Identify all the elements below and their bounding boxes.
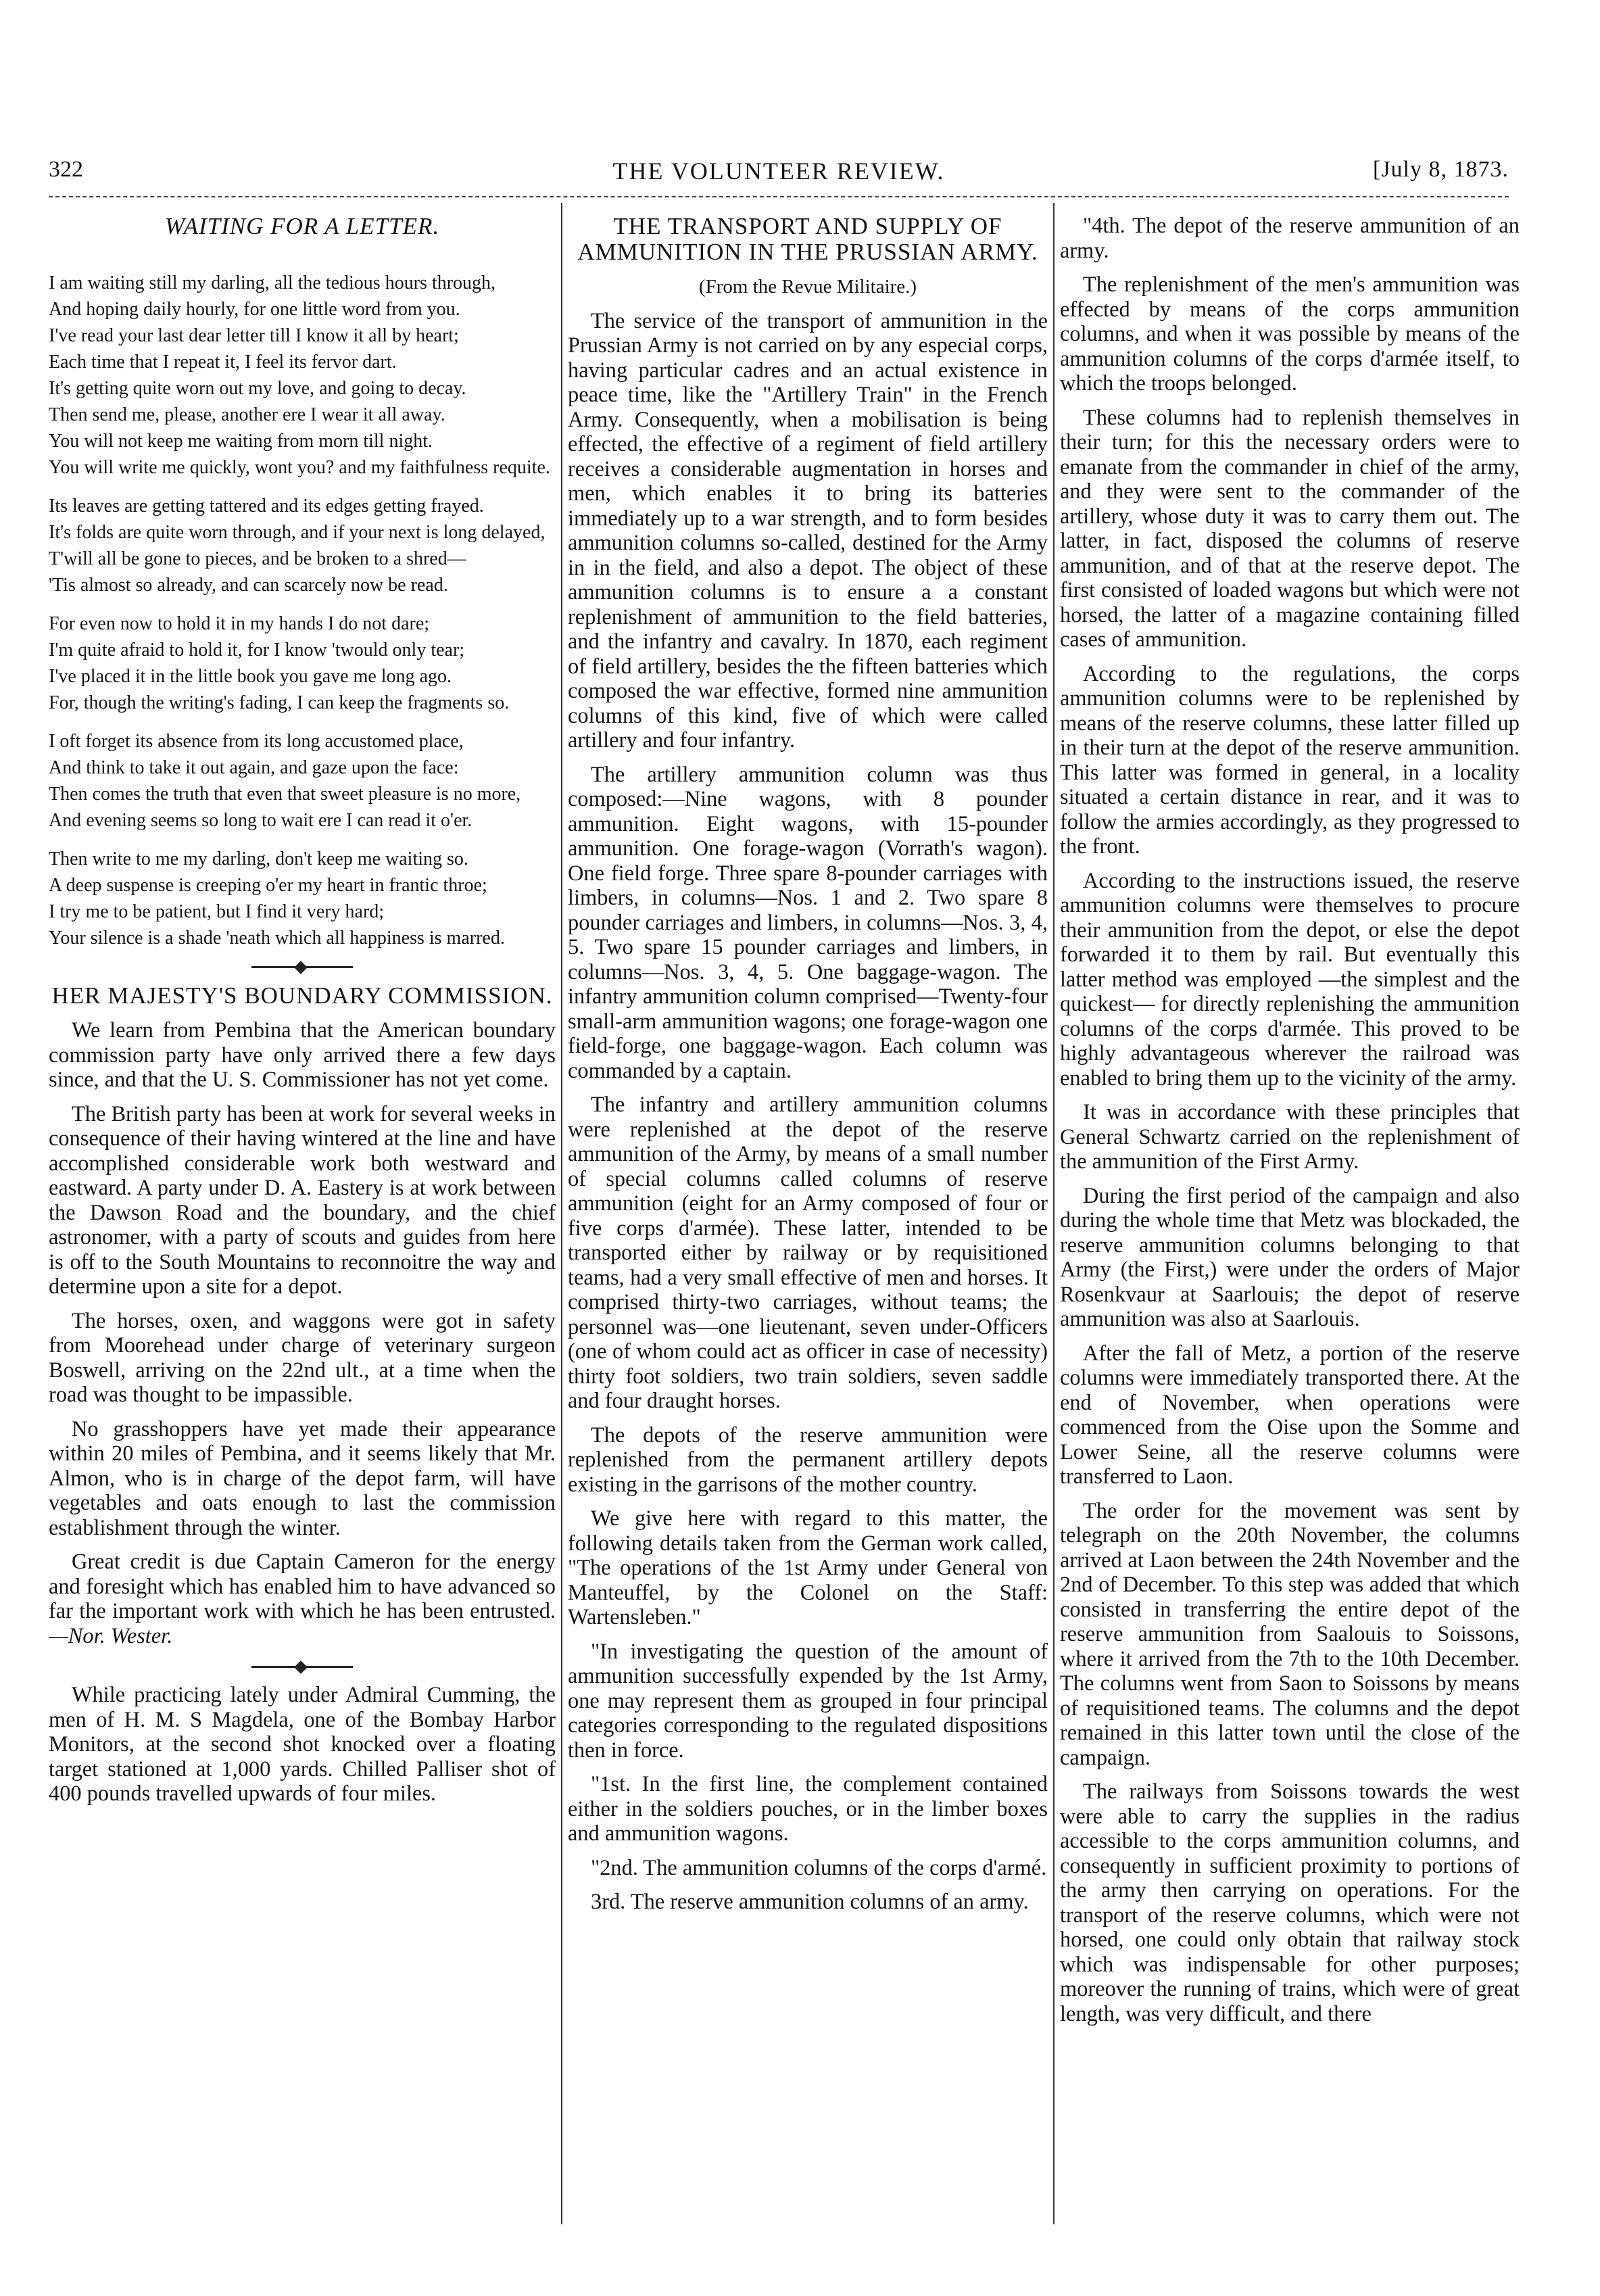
stanza-break bbox=[49, 484, 556, 496]
poem-line: T'will all be gone to pieces, and be broken to a shred— bbox=[49, 548, 466, 569]
paragraph: While practicing lately under Admiral Cumming, the men of H. M. S Magdela, one of the Bombay Harbor Monitors, at the second shot knocked over a floating target stationed at 1,000 yards. Chilled Palliser shot of 400 pounds travelled upwards of four miles. bbox=[49, 1683, 556, 1806]
poem-title: WAITING FOR A LETTER. bbox=[164, 214, 440, 239]
paragraph: The depots of the reserve ammunition were replenished from the permanent artillery depots existing in the garrisons of the mother country. bbox=[568, 1422, 1048, 1497]
article-body bbox=[49, 1018, 556, 1648]
poem-line: Its leaves are getting tattered and its edges getting frayed. bbox=[49, 496, 484, 517]
poem-line: I am waiting still my darling, all the tedious hours through, bbox=[49, 272, 496, 293]
masthead bbox=[49, 157, 1509, 188]
article-source: (From the Revue Militaire.) bbox=[698, 276, 917, 297]
poem-line: You will write me quickly, wont you? and my faithfulness requite. bbox=[49, 457, 550, 478]
paragraph: The artillery ammunition column was thus composed:—Nine wagons, with 8 pounder ammunition. Eight wagons, with 15-pounder ammunition. One forage-wagon (Vorrath's wagon). One field forge. Three spare 8-pounder carriages with limbers, in columns—Nos. 1 and 2. Two spare 8 pounder carriages and limbers, in columns—Nos. 3, 4, 5. Two spare 15 pounder carriages and limbers, in columns—Nos. 3, 4, 5. One baggage-wagon. The infantry ammunition column comprised—Twenty-four small-arm ammunition wagons; one forage-wagon one field-forge, one baggage-wagon. Each column was commanded by a captain. bbox=[568, 762, 1048, 1083]
poem bbox=[49, 273, 556, 949]
paragraph-text: Great credit is due Captain Cameron for the energy and foresight which has enabled him to have advanced so far the important work with which he has been entrusted. bbox=[49, 1550, 556, 1623]
poem-line: Then send me, please, another ere I wear it all away. bbox=[49, 404, 445, 425]
source-signature: —Nor. Wester. bbox=[49, 1623, 173, 1648]
paragraph: The infantry and artillery ammunition columns were replenished at the depot of the reserve ammunition of the Army, by means of a small number of special columns called columns of reserve ammunition (eight for an Army composed of four or five corps d'armée). These latter, intended to be transported either by railway or by requisitioned teams, had a very small effective of men and horses. It comprised thirty-two carriages, without teams; the personnel was—one lieutenant, seven under-Officers (one of whom could act as officer in case of necessity) thirty foot soldiers, two train soldiers, seven saddle and four draught horses. bbox=[568, 1093, 1048, 1413]
paragraph: 3rd. The reserve ammunition columns of an army. bbox=[591, 1890, 1029, 1914]
paragraph: The railways from Soissons towards the west were able to carry the supplies in the radius accessible to the corps ammunition columns, and consequently in sufficient proximity to portions of the army then carrying on operations. For the transport of the reserve columns, which were not horsed, one could only obtain that railway stock which was indispensable for other purposes; moreover the running of trains, which were of great length, was very difficult, and there bbox=[1060, 1779, 1520, 2026]
poem-line: And evening seems so long to wait ere I can read it o'er. bbox=[49, 810, 472, 831]
paragraph: According to the regulations, the corps ammunition columns were to be replenished by means of the reserve columns, these latter filled up in their turn at the depot of the reserve ammunition. This latter was formed in general, in a locality situated a certain distance in rear, and it was to follow the armies accordingly, as they progressed to the front. bbox=[1060, 661, 1520, 859]
column-divider bbox=[561, 203, 562, 2224]
stanza-break bbox=[49, 837, 556, 849]
poem-line: Each time that I repeat it, I feel its fervor dart. bbox=[49, 352, 397, 373]
issue-date: [July 8, 1873. bbox=[1373, 157, 1509, 182]
stanza-break bbox=[49, 602, 556, 614]
paragraph: "1st. In the first line, the complement contained either in the soldiers pouches, or in the limber boxes and ammunition wagons. bbox=[568, 1772, 1048, 1846]
paragraph: The British party has been at work for several weeks in consequence of their having wintered at the line and have accomplished considerable work both westward and eastward. A party under D. A. Eastery is at work between the Dawson Road and the boundary, and the chief astronomer, with a party of scouts and guides from here is off to the South Mountains to reconnoitre the way and determine upon a site for a depot. bbox=[49, 1101, 556, 1299]
paragraph: The replenishment of the men's ammunition was effected by means of the corps ammunition columns, and when it was possible by means of the ammunition columns of the corps d'armée itself, to which the troops belonged. bbox=[1060, 272, 1520, 396]
paragraph: We give here with regard to this matter, the following details taken from the German work called, "The operations of the 1st Army under General von Manteuffel, by the Colonel on the Staff: Wartensleben." bbox=[568, 1506, 1048, 1629]
paragraph: The horses, oxen, and waggons were got in safety from Moorehead under charge of veterinary surgeon Boswell, arriving on the 22nd ult., at a time when the road was thought to be impassible. bbox=[49, 1308, 556, 1407]
poem-line: I'm quite afraid to hold it, for I know 'twould only tear; bbox=[49, 640, 465, 661]
poem-line: A deep suspense is creeping o'er my heart in frantic throe; bbox=[49, 875, 487, 896]
paragraph: According to the instructions issued, the reserve ammunition columns were themselves to procure their ammunition from the depot, or else the depot forwarded it to them by rail. But eventually this latter method was employed —the simplest and the quickest— for directly replenishing the ammunition columns of the corps d'armée. This proved to be highly advantageous wherever the railroad was enabled to bring them up to the vicinity of the army. bbox=[1060, 868, 1520, 1091]
paragraph: These columns had to replenish themselves in their turn; for this the necessary orders were to emanate from the commander in chief of the army, and they were sent to the commander of the artillery, whose duty it was to carry them out. The latter, in fact, disposed the columns of reserve ammunition, and of that at the reserve depot. The first consisted of loaded wagons but which were not horsed, the latter of a magazine containing filled cases of ammunition. bbox=[1060, 405, 1520, 652]
poem-line: Then comes the truth that even that sweet pleasure is no more, bbox=[49, 784, 521, 805]
paragraph: No grasshoppers have yet made their appearance within 20 miles of Pembina, and it seems likely that Mr. Almon, who is in charge of the depot farm, will have vegetables and oats enough to last the commission establishment through the winter. bbox=[49, 1416, 556, 1540]
paragraph: "In investigating the question of the amount of ammunition successfully expended by the 1st Army, one may represent them as grouped in four principal categories corresponding to the regulated dispositions then in force. bbox=[568, 1639, 1048, 1763]
poem-line: And think to take it out again, and gaze upon the face: bbox=[49, 757, 459, 778]
paragraph: During the first period of the campaign and also during the whole time that Metz was blockaded, the reserve ammunition columns belonging to that Army (the First,) were under the orders of Major Rosenkvaur at Saarlouis; the depot of reserve ammunition was also at Saarlouis. bbox=[1060, 1183, 1520, 1331]
journal-title: THE VOLUNTEER REVIEW. bbox=[612, 158, 945, 185]
poem-line: I try me to be patient, but I find it very hard; bbox=[49, 901, 385, 922]
article-title: THE TRANSPORT AND SUPPLY OF AMMUNITION IN THE PRUSSIAN ARMY. bbox=[577, 214, 1038, 265]
poem-line: For, though the writing's fading, I can keep the fragments so. bbox=[49, 692, 510, 713]
paragraph: We learn from Pembina that the American boundary commission party have only arrived there a few days since, and that the U. S. Commissioner has not yet come. bbox=[49, 1018, 556, 1092]
article-body bbox=[568, 309, 1048, 1915]
poem-line: 'Tis almost so already, and can scarcely now be read. bbox=[49, 575, 448, 596]
column-2 bbox=[568, 214, 1048, 2242]
poem-line: And hoping daily hourly, for one little word from you. bbox=[49, 299, 460, 320]
poem-line: For even now to hold it in my hands I do not dare; bbox=[49, 613, 430, 634]
poem-line: Your silence is a shade 'neath which all happiness is marred. bbox=[49, 928, 505, 949]
section-separator bbox=[251, 1666, 353, 1668]
header-rule bbox=[49, 196, 1509, 197]
poem-line: I oft forget its absence from its long accustomed place, bbox=[49, 731, 464, 752]
paragraph: It was in accordance with these principles that General Schwartz carried on the replenishment of the ammunition of the First Army. bbox=[1060, 1100, 1520, 1174]
paragraph: "2nd. The ammunition columns of the corps d'armé. bbox=[591, 1855, 1047, 1880]
poem-line: Then write to me my darling, don't keep me waiting so. bbox=[49, 848, 468, 869]
poem-line: It's folds are quite worn through, and if your next is long delayed, bbox=[49, 522, 546, 543]
section-separator bbox=[251, 966, 353, 968]
column-1 bbox=[49, 214, 556, 2242]
article-body-continued bbox=[1060, 214, 1520, 2026]
poem-line: I've read your last dear letter till I know it all by heart; bbox=[49, 325, 459, 346]
paragraph: "4th. The depot of the reserve ammunition of an army. bbox=[1060, 214, 1520, 263]
paragraph: After the fall of Metz, a portion of the reserve columns were immediately transported there. At the end of November, when operations were commenced from the Oise upon the Somme and Lower Seine, all the reserve columns were transferred to Laon. bbox=[1060, 1341, 1520, 1489]
column-3 bbox=[1060, 214, 1520, 2242]
article-title: HER MAJESTY'S BOUNDARY COMMISSION. bbox=[51, 982, 553, 1009]
paragraph: The order for the movement was sent by telegraph on the 20th November, the columns arrived at Laon between the 24th November and the 2nd of December. To this step was added that which consisted in transferring the entire depot of the reserve ammunition from Saalouis to Soissons, where it arrived from the 7th to the 10th December. The columns went from Saon to Soissons by means of requisitioned teams. The columns and the depot remained in this latter town until the close of the campaign. bbox=[1060, 1498, 1520, 1770]
stanza-break bbox=[49, 719, 556, 732]
paragraph bbox=[49, 1550, 556, 1648]
poem-line: You will not keep me waiting from morn till night. bbox=[49, 431, 433, 452]
poem-line: I've placed it in the little book you gave me long ago. bbox=[49, 666, 452, 687]
page-number: 322 bbox=[49, 157, 83, 182]
column-divider bbox=[1053, 203, 1054, 2224]
paragraph: The service of the transport of ammunition in the Prussian Army is not carried on by any especial corps, having particular cadres and an actual existence in peace time, like the "Artillery Train" in the French Army. Consequently, when a mobilisation is being effected, the effective of a regiment of field artillery receives a considerable augmentation in horses and men, which enables it to bring its batteries immediately up to a war strength, and to form besides ammunition columns so-called, destined for the Army in in the field, and also a depot. The object of these ammunition columns is to ensure a a constant replenishment of ammunition to the field batteries, and the infantry and cavalry. In 1870, each regiment of field artillery, besides the the fifteen batteries which composed the war effective, formed nine ammunition columns of this kind, five of which were called artillery and four infantry. bbox=[568, 308, 1048, 752]
poem-line: It's getting quite worn out my love, and going to decay. bbox=[49, 378, 466, 399]
news-item bbox=[49, 1683, 556, 1807]
